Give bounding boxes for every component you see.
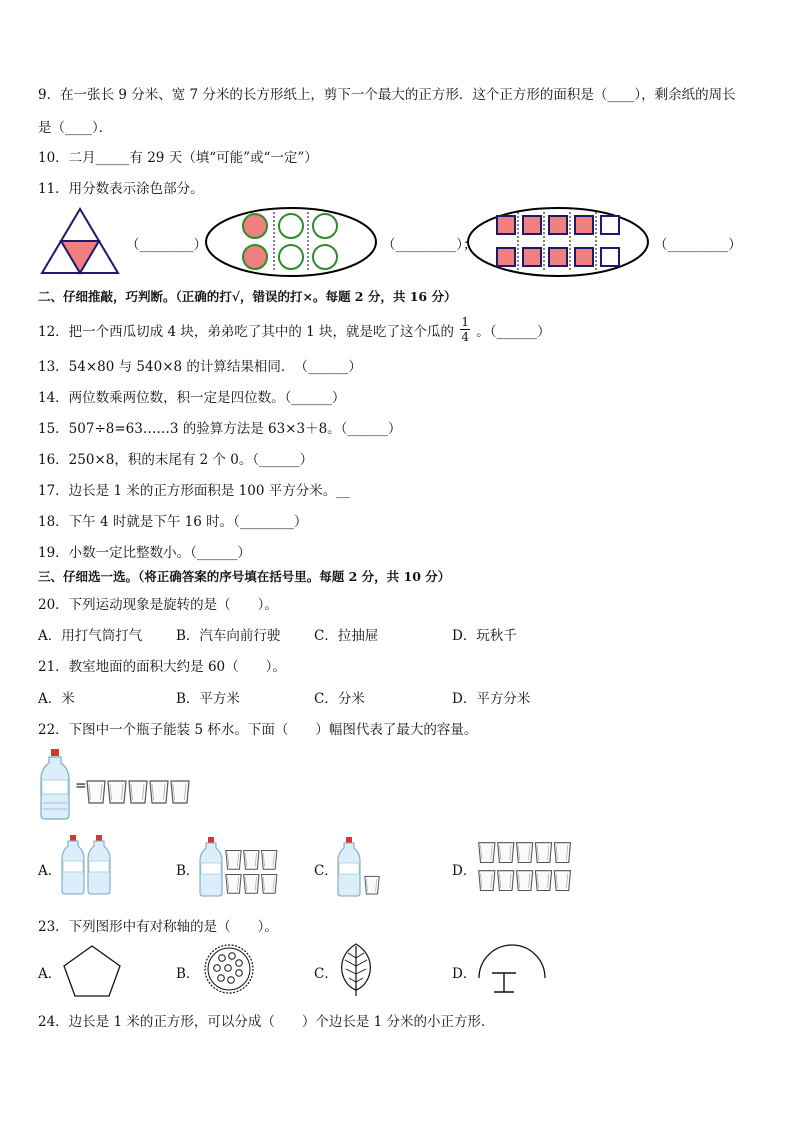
q12-tail: 。（______）	[476, 324, 551, 340]
q10: 10．二月_____有 29 天（填“可能”或“一定”）	[38, 150, 318, 166]
q15: 15．507÷8=63……3 的验算方法是 63×3＋8。（______）	[38, 421, 402, 437]
q18: 18．下午 4 时就是下午 16 时。（________）	[38, 514, 308, 530]
cup-icon	[129, 781, 147, 803]
q21-stem: 21．教室地面的面积大约是 60（ ）。	[38, 659, 286, 675]
q22-option-d: D．	[452, 863, 477, 879]
q21-option-d: D．平方分米	[452, 691, 531, 707]
cup-icon	[87, 781, 105, 803]
q24: 24．边长是 1 米的正方形，可以分成（ ）个边长是 1 分米的小正方形．	[38, 1014, 495, 1030]
q13: 13．54×80 与 540×8 的计算结果相同． （______）	[38, 359, 362, 375]
q23-option-b: B．	[176, 966, 200, 982]
leaf-icon	[338, 942, 374, 998]
q21-option-a: A．米	[38, 691, 75, 707]
fraction-numerator: 1	[461, 315, 469, 329]
five-cups	[84, 778, 192, 806]
q22-stem: 22．下图中一个瓶子能装 5 杯水。下面（ ）幅图代表了最大的容量。	[38, 722, 478, 738]
q22-option-b: B．	[176, 863, 200, 879]
fraction	[460, 315, 470, 344]
cookie-icon	[202, 942, 256, 996]
squares-figure	[466, 206, 650, 278]
q20-option-c: C．拉抽屉	[314, 628, 379, 644]
q20-stem: 20．下列运动现象是旋转的是（ ）。	[38, 597, 278, 613]
q20-option-a: A．用打气筒打气	[38, 628, 143, 644]
q14: 14．两位数乘两位数，积一定是四位数。（______）	[38, 390, 346, 406]
q9-line1: 9．在一张长 9 分米、宽 7 分米的长方形纸上，剪下一个最大的正方形．这个正方形的面积是（____），剩余纸的周长	[38, 87, 736, 103]
q23-option-d: D．	[452, 966, 477, 982]
q22-option-a: A．	[38, 863, 62, 879]
q20-option-d: D．玩秋千	[452, 628, 517, 644]
q11-blank-2: （_________）；	[382, 237, 477, 253]
q11-blank-1: （________）	[126, 237, 207, 253]
q20-option-b: B．汽车向前行驶	[176, 628, 281, 644]
q12-text: 12．把一个西瓜切成 4 块，弟弟吃了其中的 1 块，就是吃了这个瓜的	[38, 324, 455, 340]
arc-figure-icon	[476, 944, 548, 996]
q9-line2: 是（____）．	[38, 120, 113, 136]
q12	[38, 315, 551, 347]
pentagon-icon	[62, 944, 122, 998]
q23-option-c: C．	[314, 966, 338, 982]
q11-blank-3: （_________）	[654, 237, 742, 253]
cup-icon	[108, 781, 126, 803]
q21-option-b: B．平方米	[176, 691, 240, 707]
q21-option-c: C．分米	[314, 691, 365, 707]
q16: 16．250×8，积的末尾有 2 个 0。（______）	[38, 452, 314, 468]
cup-icon	[150, 781, 168, 803]
section-3-heading: 三、仔细选一选。（将正确答案的序号填在括号里。每题 2 分，共 10 分）	[38, 569, 451, 584]
q17: 17．边长是 1 米的正方形面积是 100 平方分米。__	[38, 483, 350, 499]
bottle-and-six-cups	[198, 834, 278, 898]
bottle-icon	[38, 748, 72, 820]
ten-cups	[476, 840, 576, 896]
q19: 19．小数一定比整数小。（______）	[38, 545, 251, 561]
two-bottles	[60, 834, 114, 898]
q23-option-a: A．	[38, 966, 62, 982]
circles-figure	[204, 206, 378, 278]
q23-stem: 23．下列图形中有对称轴的是（ ）。	[38, 919, 278, 935]
section-2-heading: 二、仔细推敲，巧判断。（正确的打√，错误的打×。每题 2 分，共 16 分）	[38, 289, 457, 304]
q22-option-c: C．	[314, 863, 338, 879]
triangle-figure	[40, 207, 120, 275]
q11-stem: 11．用分数表示涂色部分。	[38, 181, 204, 197]
bottle-and-one-cup	[336, 834, 386, 898]
equals-sign: =	[75, 778, 87, 794]
cup-icon	[171, 781, 189, 803]
fraction-denominator: 4	[461, 330, 469, 344]
